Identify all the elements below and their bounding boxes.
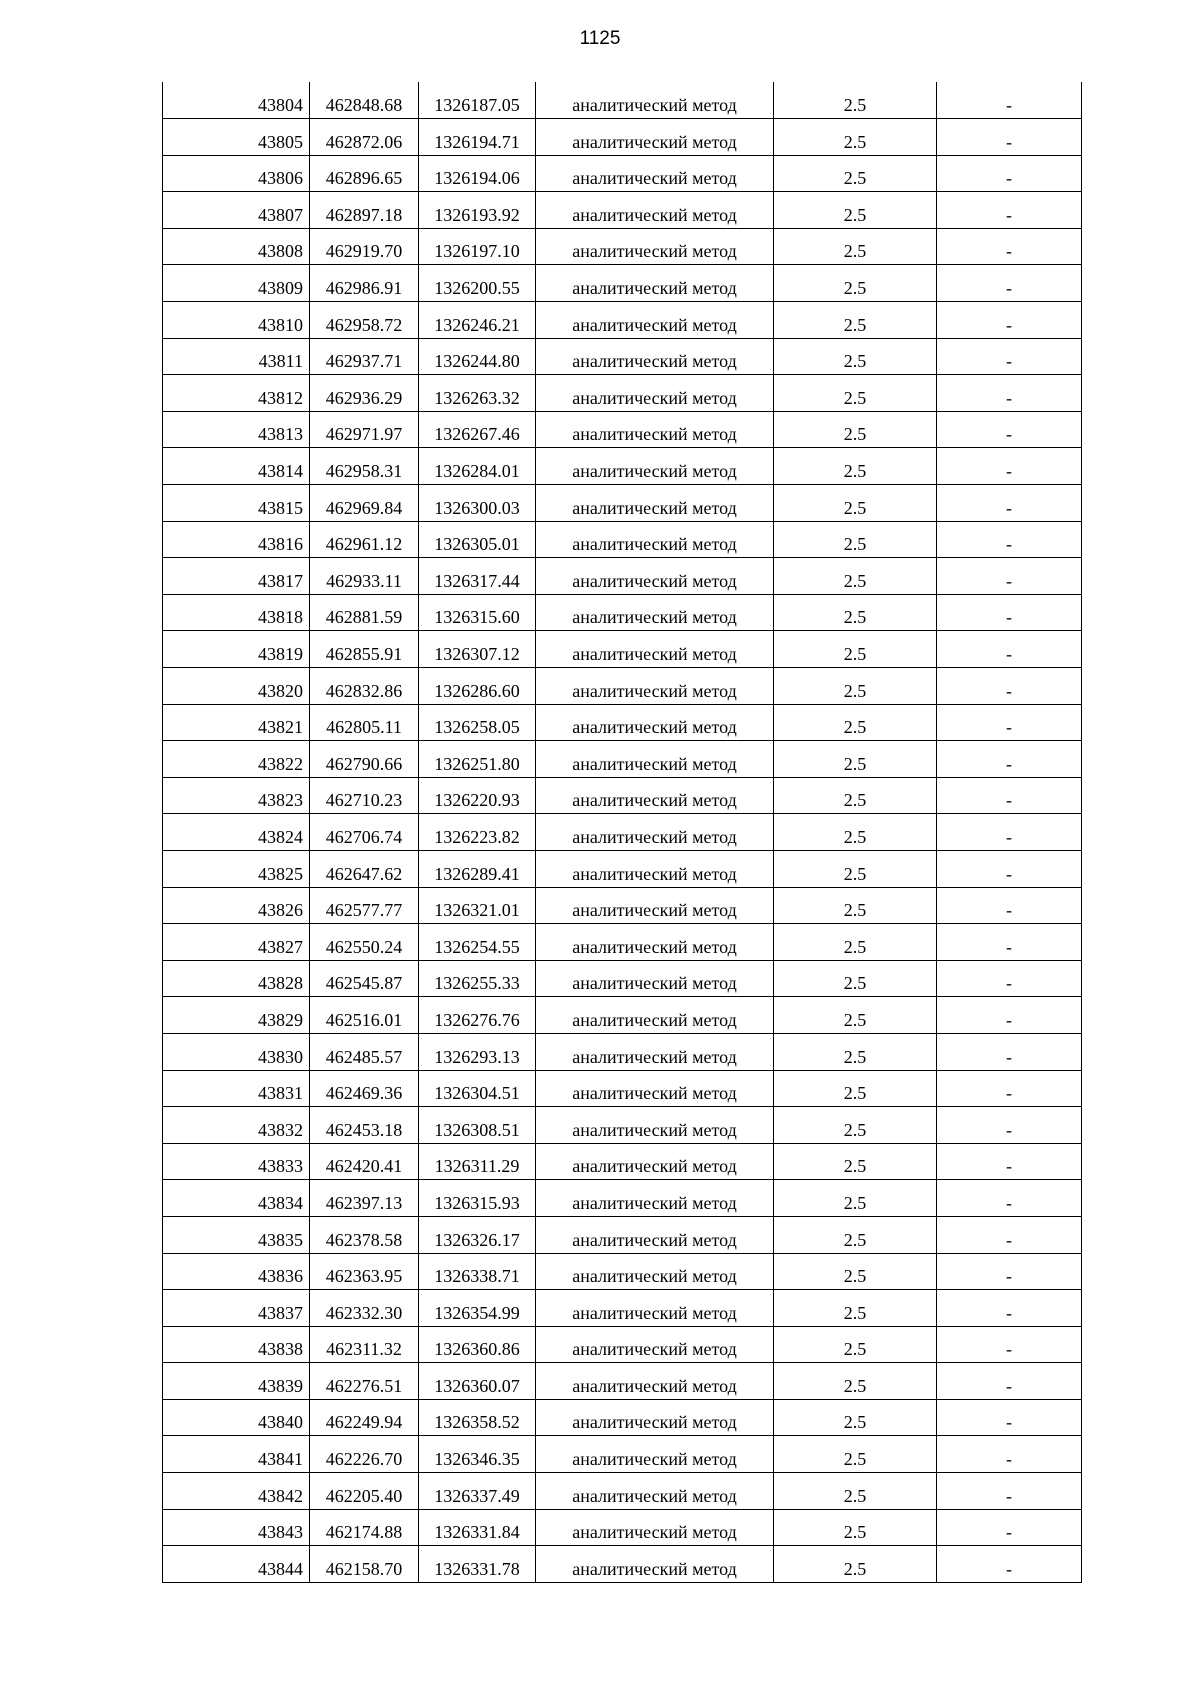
y-coordinate-cell: 1326194.71 [419, 119, 536, 156]
description-cell: - [937, 1253, 1082, 1290]
accuracy-cell: 2.5 [774, 960, 937, 997]
accuracy-cell: 2.5 [774, 1216, 937, 1253]
table-row [163, 1326, 1082, 1363]
table-row [163, 485, 1082, 522]
accuracy-cell: 2.5 [774, 155, 937, 192]
method-cell: аналитический метод [536, 119, 774, 156]
table-row [163, 814, 1082, 851]
point-number-cell: 43834 [163, 1180, 310, 1217]
description-cell: - [937, 924, 1082, 961]
accuracy-cell: 2.5 [774, 1070, 937, 1107]
table-row [163, 1399, 1082, 1436]
description-cell: - [937, 192, 1082, 229]
y-coordinate-cell: 1326286.60 [419, 668, 536, 705]
method-cell: аналитический метод [536, 302, 774, 339]
point-number-cell: 43823 [163, 777, 310, 814]
accuracy-cell: 2.5 [774, 668, 937, 705]
table-row [163, 155, 1082, 192]
y-coordinate-cell: 1326284.01 [419, 448, 536, 485]
accuracy-cell: 2.5 [774, 704, 937, 741]
table-row [163, 82, 1082, 119]
description-cell: - [937, 265, 1082, 302]
method-cell: аналитический метод [536, 1107, 774, 1144]
x-coordinate-cell: 462872.06 [310, 119, 419, 156]
table-row [163, 448, 1082, 485]
x-coordinate-cell: 462919.70 [310, 228, 419, 265]
description-cell: - [937, 704, 1082, 741]
description-cell: - [937, 155, 1082, 192]
table-row [163, 1473, 1082, 1510]
x-coordinate-cell: 462378.58 [310, 1216, 419, 1253]
table-row [163, 1290, 1082, 1327]
accuracy-cell: 2.5 [774, 997, 937, 1034]
accuracy-cell: 2.5 [774, 777, 937, 814]
description-cell: - [937, 448, 1082, 485]
table-row [163, 668, 1082, 705]
method-cell: аналитический метод [536, 558, 774, 595]
point-number-cell: 43818 [163, 594, 310, 631]
point-number-cell: 43820 [163, 668, 310, 705]
x-coordinate-cell: 462855.91 [310, 631, 419, 668]
y-coordinate-cell: 1326360.07 [419, 1363, 536, 1400]
x-coordinate-cell: 462881.59 [310, 594, 419, 631]
method-cell: аналитический метод [536, 485, 774, 522]
table-row [163, 594, 1082, 631]
point-number-cell: 43825 [163, 850, 310, 887]
description-cell: - [937, 375, 1082, 412]
accuracy-cell: 2.5 [774, 1290, 937, 1327]
table-row [163, 192, 1082, 229]
x-coordinate-cell: 462986.91 [310, 265, 419, 302]
accuracy-cell: 2.5 [774, 302, 937, 339]
accuracy-cell: 2.5 [774, 1253, 937, 1290]
x-coordinate-cell: 462710.23 [310, 777, 419, 814]
y-coordinate-cell: 1326300.03 [419, 485, 536, 522]
description-cell: - [937, 338, 1082, 375]
method-cell: аналитический метод [536, 704, 774, 741]
table-row [163, 631, 1082, 668]
method-cell: аналитический метод [536, 1473, 774, 1510]
point-number-cell: 43804 [163, 82, 310, 119]
description-cell: - [937, 741, 1082, 778]
x-coordinate-cell: 462958.72 [310, 302, 419, 339]
x-coordinate-cell: 462469.36 [310, 1070, 419, 1107]
accuracy-cell: 2.5 [774, 1143, 937, 1180]
accuracy-cell: 2.5 [774, 265, 937, 302]
x-coordinate-cell: 462971.97 [310, 411, 419, 448]
x-coordinate-cell: 462897.18 [310, 192, 419, 229]
accuracy-cell: 2.5 [774, 485, 937, 522]
description-cell: - [937, 1473, 1082, 1510]
x-coordinate-cell: 462805.11 [310, 704, 419, 741]
x-coordinate-cell: 462961.12 [310, 521, 419, 558]
description-cell: - [937, 521, 1082, 558]
method-cell: аналитический метод [536, 155, 774, 192]
point-number-cell: 43819 [163, 631, 310, 668]
y-coordinate-cell: 1326331.78 [419, 1546, 536, 1583]
method-cell: аналитический метод [536, 411, 774, 448]
y-coordinate-cell: 1326197.10 [419, 228, 536, 265]
accuracy-cell: 2.5 [774, 1436, 937, 1473]
point-number-cell: 43815 [163, 485, 310, 522]
description-cell: - [937, 1143, 1082, 1180]
description-cell: - [937, 850, 1082, 887]
table-row [163, 887, 1082, 924]
description-cell: - [937, 1033, 1082, 1070]
y-coordinate-cell: 1326305.01 [419, 521, 536, 558]
point-number-cell: 43837 [163, 1290, 310, 1327]
point-number-cell: 43805 [163, 119, 310, 156]
description-cell: - [937, 777, 1082, 814]
description-cell: - [937, 1326, 1082, 1363]
accuracy-cell: 2.5 [774, 1107, 937, 1144]
description-cell: - [937, 1509, 1082, 1546]
table-row [163, 338, 1082, 375]
method-cell: аналитический метод [536, 1326, 774, 1363]
description-cell: - [937, 302, 1082, 339]
description-cell: - [937, 814, 1082, 851]
point-number-cell: 43844 [163, 1546, 310, 1583]
y-coordinate-cell: 1326246.21 [419, 302, 536, 339]
point-number-cell: 43831 [163, 1070, 310, 1107]
method-cell: аналитический метод [536, 668, 774, 705]
y-coordinate-cell: 1326360.86 [419, 1326, 536, 1363]
point-number-cell: 43830 [163, 1033, 310, 1070]
table-row [163, 302, 1082, 339]
y-coordinate-cell: 1326311.29 [419, 1143, 536, 1180]
description-cell: - [937, 411, 1082, 448]
point-number-cell: 43836 [163, 1253, 310, 1290]
point-number-cell: 43824 [163, 814, 310, 851]
table-row [163, 265, 1082, 302]
method-cell: аналитический метод [536, 1436, 774, 1473]
x-coordinate-cell: 462958.31 [310, 448, 419, 485]
y-coordinate-cell: 1326194.06 [419, 155, 536, 192]
x-coordinate-cell: 462832.86 [310, 668, 419, 705]
y-coordinate-cell: 1326326.17 [419, 1216, 536, 1253]
y-coordinate-cell: 1326276.76 [419, 997, 536, 1034]
x-coordinate-cell: 462205.40 [310, 1473, 419, 1510]
y-coordinate-cell: 1326331.84 [419, 1509, 536, 1546]
description-cell: - [937, 997, 1082, 1034]
x-coordinate-cell: 462397.13 [310, 1180, 419, 1217]
x-coordinate-cell: 462577.77 [310, 887, 419, 924]
table-row [163, 850, 1082, 887]
table-row [163, 1143, 1082, 1180]
method-cell: аналитический метод [536, 594, 774, 631]
point-number-cell: 43808 [163, 228, 310, 265]
method-cell: аналитический метод [536, 814, 774, 851]
point-number-cell: 43810 [163, 302, 310, 339]
x-coordinate-cell: 462550.24 [310, 924, 419, 961]
accuracy-cell: 2.5 [774, 338, 937, 375]
accuracy-cell: 2.5 [774, 228, 937, 265]
method-cell: аналитический метод [536, 1399, 774, 1436]
table-row [163, 1180, 1082, 1217]
accuracy-cell: 2.5 [774, 1509, 937, 1546]
description-cell: - [937, 485, 1082, 522]
x-coordinate-cell: 462453.18 [310, 1107, 419, 1144]
table-row [163, 997, 1082, 1034]
point-number-cell: 43813 [163, 411, 310, 448]
accuracy-cell: 2.5 [774, 924, 937, 961]
coordinates-table [162, 82, 1082, 1583]
accuracy-cell: 2.5 [774, 1326, 937, 1363]
point-number-cell: 43826 [163, 887, 310, 924]
y-coordinate-cell: 1326354.99 [419, 1290, 536, 1327]
point-number-cell: 43838 [163, 1326, 310, 1363]
description-cell: - [937, 119, 1082, 156]
table-row [163, 558, 1082, 595]
y-coordinate-cell: 1326338.71 [419, 1253, 536, 1290]
table-row [163, 1546, 1082, 1583]
y-coordinate-cell: 1326267.46 [419, 411, 536, 448]
table-row [163, 777, 1082, 814]
accuracy-cell: 2.5 [774, 1363, 937, 1400]
method-cell: аналитический метод [536, 1509, 774, 1546]
point-number-cell: 43841 [163, 1436, 310, 1473]
y-coordinate-cell: 1326220.93 [419, 777, 536, 814]
description-cell: - [937, 668, 1082, 705]
table-row [163, 1070, 1082, 1107]
x-coordinate-cell: 462363.95 [310, 1253, 419, 1290]
method-cell: аналитический метод [536, 850, 774, 887]
method-cell: аналитический метод [536, 741, 774, 778]
x-coordinate-cell: 462485.57 [310, 1033, 419, 1070]
point-number-cell: 43821 [163, 704, 310, 741]
accuracy-cell: 2.5 [774, 1473, 937, 1510]
y-coordinate-cell: 1326254.55 [419, 924, 536, 961]
description-cell: - [937, 558, 1082, 595]
point-number-cell: 43817 [163, 558, 310, 595]
y-coordinate-cell: 1326358.52 [419, 1399, 536, 1436]
table-row [163, 228, 1082, 265]
description-cell: - [937, 1180, 1082, 1217]
table-row [163, 1253, 1082, 1290]
x-coordinate-cell: 462936.29 [310, 375, 419, 412]
description-cell: - [937, 1546, 1082, 1583]
method-cell: аналитический метод [536, 1363, 774, 1400]
y-coordinate-cell: 1326187.05 [419, 82, 536, 119]
method-cell: аналитический метод [536, 265, 774, 302]
accuracy-cell: 2.5 [774, 448, 937, 485]
point-number-cell: 43832 [163, 1107, 310, 1144]
method-cell: аналитический метод [536, 997, 774, 1034]
point-number-cell: 43827 [163, 924, 310, 961]
y-coordinate-cell: 1326315.93 [419, 1180, 536, 1217]
x-coordinate-cell: 462933.11 [310, 558, 419, 595]
point-number-cell: 43816 [163, 521, 310, 558]
accuracy-cell: 2.5 [774, 631, 937, 668]
x-coordinate-cell: 462174.88 [310, 1509, 419, 1546]
accuracy-cell: 2.5 [774, 119, 937, 156]
table-row [163, 741, 1082, 778]
accuracy-cell: 2.5 [774, 192, 937, 229]
table-row [163, 1216, 1082, 1253]
y-coordinate-cell: 1326223.82 [419, 814, 536, 851]
method-cell: аналитический метод [536, 1033, 774, 1070]
method-cell: аналитический метод [536, 777, 774, 814]
x-coordinate-cell: 462516.01 [310, 997, 419, 1034]
description-cell: - [937, 82, 1082, 119]
method-cell: аналитический метод [536, 960, 774, 997]
table-row [163, 411, 1082, 448]
description-cell: - [937, 1436, 1082, 1473]
table-row [163, 960, 1082, 997]
table-row [163, 1363, 1082, 1400]
accuracy-cell: 2.5 [774, 814, 937, 851]
accuracy-cell: 2.5 [774, 82, 937, 119]
method-cell: аналитический метод [536, 887, 774, 924]
description-cell: - [937, 594, 1082, 631]
x-coordinate-cell: 462969.84 [310, 485, 419, 522]
y-coordinate-cell: 1326293.13 [419, 1033, 536, 1070]
accuracy-cell: 2.5 [774, 558, 937, 595]
y-coordinate-cell: 1326200.55 [419, 265, 536, 302]
y-coordinate-cell: 1326317.44 [419, 558, 536, 595]
method-cell: аналитический метод [536, 448, 774, 485]
x-coordinate-cell: 462545.87 [310, 960, 419, 997]
method-cell: аналитический метод [536, 631, 774, 668]
point-number-cell: 43814 [163, 448, 310, 485]
method-cell: аналитический метод [536, 1216, 774, 1253]
accuracy-cell: 2.5 [774, 1399, 937, 1436]
point-number-cell: 43806 [163, 155, 310, 192]
description-cell: - [937, 1216, 1082, 1253]
point-number-cell: 43809 [163, 265, 310, 302]
y-coordinate-cell: 1326346.35 [419, 1436, 536, 1473]
method-cell: аналитический метод [536, 228, 774, 265]
y-coordinate-cell: 1326315.60 [419, 594, 536, 631]
y-coordinate-cell: 1326337.49 [419, 1473, 536, 1510]
method-cell: аналитический метод [536, 924, 774, 961]
y-coordinate-cell: 1326193.92 [419, 192, 536, 229]
method-cell: аналитический метод [536, 1546, 774, 1583]
x-coordinate-cell: 462226.70 [310, 1436, 419, 1473]
method-cell: аналитический метод [536, 1143, 774, 1180]
x-coordinate-cell: 462937.71 [310, 338, 419, 375]
y-coordinate-cell: 1326258.05 [419, 704, 536, 741]
point-number-cell: 43842 [163, 1473, 310, 1510]
x-coordinate-cell: 462706.74 [310, 814, 419, 851]
y-coordinate-cell: 1326308.51 [419, 1107, 536, 1144]
description-cell: - [937, 1107, 1082, 1144]
x-coordinate-cell: 462311.32 [310, 1326, 419, 1363]
table-row [163, 521, 1082, 558]
accuracy-cell: 2.5 [774, 594, 937, 631]
table-row [163, 1436, 1082, 1473]
table-row [163, 375, 1082, 412]
table-row [163, 119, 1082, 156]
table-row [163, 1509, 1082, 1546]
point-number-cell: 43840 [163, 1399, 310, 1436]
accuracy-cell: 2.5 [774, 741, 937, 778]
method-cell: аналитический метод [536, 1290, 774, 1327]
point-number-cell: 43833 [163, 1143, 310, 1180]
point-number-cell: 43835 [163, 1216, 310, 1253]
point-number-cell: 43822 [163, 741, 310, 778]
accuracy-cell: 2.5 [774, 887, 937, 924]
description-cell: - [937, 1070, 1082, 1107]
point-number-cell: 43839 [163, 1363, 310, 1400]
table-row [163, 924, 1082, 961]
point-number-cell: 43843 [163, 1509, 310, 1546]
x-coordinate-cell: 462790.66 [310, 741, 419, 778]
description-cell: - [937, 631, 1082, 668]
y-coordinate-cell: 1326321.01 [419, 887, 536, 924]
x-coordinate-cell: 462647.62 [310, 850, 419, 887]
method-cell: аналитический метод [536, 1070, 774, 1107]
x-coordinate-cell: 462848.68 [310, 82, 419, 119]
accuracy-cell: 2.5 [774, 411, 937, 448]
method-cell: аналитический метод [536, 338, 774, 375]
x-coordinate-cell: 462276.51 [310, 1363, 419, 1400]
x-coordinate-cell: 462420.41 [310, 1143, 419, 1180]
point-number-cell: 43812 [163, 375, 310, 412]
table-row [163, 704, 1082, 741]
description-cell: - [937, 1399, 1082, 1436]
method-cell: аналитический метод [536, 521, 774, 558]
table-row [163, 1107, 1082, 1144]
x-coordinate-cell: 462332.30 [310, 1290, 419, 1327]
description-cell: - [937, 960, 1082, 997]
accuracy-cell: 2.5 [774, 1180, 937, 1217]
y-coordinate-cell: 1326251.80 [419, 741, 536, 778]
point-number-cell: 43828 [163, 960, 310, 997]
description-cell: - [937, 887, 1082, 924]
x-coordinate-cell: 462158.70 [310, 1546, 419, 1583]
description-cell: - [937, 228, 1082, 265]
accuracy-cell: 2.5 [774, 1546, 937, 1583]
y-coordinate-cell: 1326304.51 [419, 1070, 536, 1107]
method-cell: аналитический метод [536, 192, 774, 229]
page-number: 1125 [579, 28, 621, 49]
point-number-cell: 43829 [163, 997, 310, 1034]
method-cell: аналитический метод [536, 1253, 774, 1290]
accuracy-cell: 2.5 [774, 1033, 937, 1070]
y-coordinate-cell: 1326255.33 [419, 960, 536, 997]
y-coordinate-cell: 1326263.32 [419, 375, 536, 412]
accuracy-cell: 2.5 [774, 850, 937, 887]
accuracy-cell: 2.5 [774, 375, 937, 412]
x-coordinate-cell: 462249.94 [310, 1399, 419, 1436]
x-coordinate-cell: 462896.65 [310, 155, 419, 192]
table-row [163, 1033, 1082, 1070]
method-cell: аналитический метод [536, 375, 774, 412]
description-cell: - [937, 1290, 1082, 1327]
method-cell: аналитический метод [536, 1180, 774, 1217]
point-number-cell: 43807 [163, 192, 310, 229]
y-coordinate-cell: 1326307.12 [419, 631, 536, 668]
y-coordinate-cell: 1326289.41 [419, 850, 536, 887]
y-coordinate-cell: 1326244.80 [419, 338, 536, 375]
accuracy-cell: 2.5 [774, 521, 937, 558]
method-cell: аналитический метод [536, 82, 774, 119]
point-number-cell: 43811 [163, 338, 310, 375]
coordinates-table-body [163, 82, 1082, 1582]
description-cell: - [937, 1363, 1082, 1400]
